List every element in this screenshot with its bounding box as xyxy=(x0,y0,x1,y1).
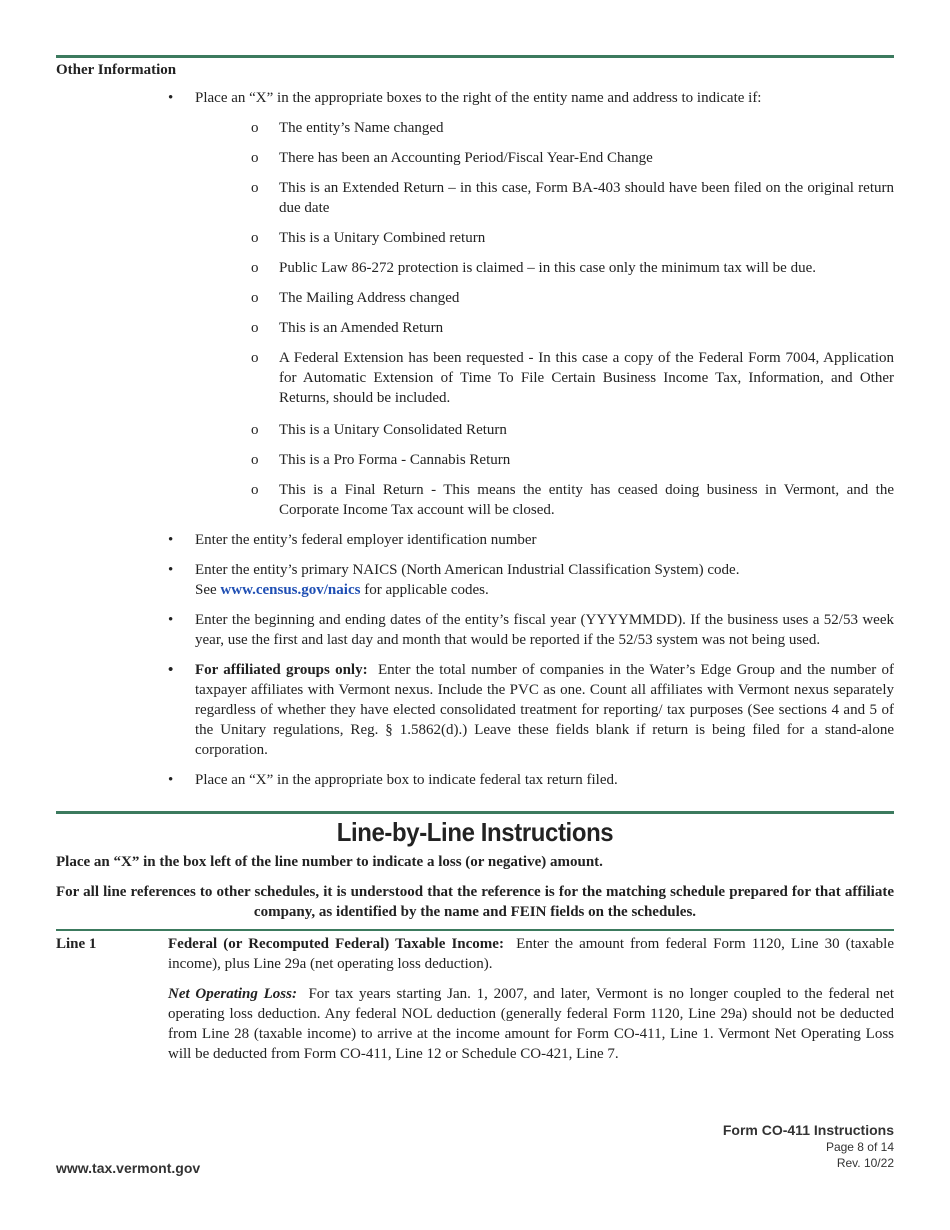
line-label: Line 1 xyxy=(56,936,97,952)
footer-revision: Rev. 10/22 xyxy=(836,1156,894,1170)
list-item xyxy=(56,530,894,550)
sub-bullet-icon: o xyxy=(251,320,259,336)
sub-bullet-icon: o xyxy=(251,350,259,366)
footer-form-name: Form CO-411 Instructions xyxy=(722,1122,894,1138)
loss-note: Place an “X” in the box left of the line number to indicate a loss (or negative) amount. xyxy=(56,854,603,870)
top-divider xyxy=(56,55,894,58)
section-divider xyxy=(56,811,894,814)
list-item xyxy=(56,770,894,790)
bullet-text: Place an “X” in the appropriate box to indicate federal tax return filed. xyxy=(195,772,618,788)
indicator-sublist xyxy=(56,118,894,520)
bullet-icon: • xyxy=(168,532,174,548)
footer-right xyxy=(723,1122,894,1171)
list-item xyxy=(56,560,894,600)
page-title: Line-by-Line Instructions xyxy=(336,817,614,847)
sub-bullet-icon: o xyxy=(251,180,259,196)
page-content xyxy=(56,0,894,1074)
bullet-icon: • xyxy=(168,90,174,106)
sub-item: o This is a Final Return - This means the entity has ceased doing business in Vermont, and the Corporate Income Tax account will be closed. xyxy=(251,482,894,518)
bullet-icon: • xyxy=(168,612,174,628)
line-1-entry xyxy=(56,934,894,1064)
bullet-icon: • xyxy=(168,662,174,678)
nol-title: Net Operating Loss: xyxy=(168,986,297,1002)
sub-bullet-icon: o xyxy=(251,290,259,306)
bullet-text: Place an “X” in the appropriate boxes to the right of the entity name and address to indicate if: xyxy=(195,90,762,106)
footer-page-number: Page 8 of 14 xyxy=(825,1140,894,1154)
list-item xyxy=(56,660,894,760)
bullet-text: Enter the total number of companies in the Water’s Edge Group and the number of taxpayer affiliates with Vermont nexus. Include the PVC as one. Count all affiliates with Vermont nexus separately regardless of whether they have elected consolidated treatment for reporting/ tax purposes (See sections 4 and 5 of the Unitary regulations, Reg. § 1.5862(d).) Leave these fields blank if return is being filed for a stand-alone corporation. xyxy=(195,662,895,758)
bullet-text: Enter the entity’s federal employer identification number xyxy=(195,532,537,548)
line-1-title: Federal (or Recomputed Federal) Taxable Income: xyxy=(168,936,504,952)
bullet-icon: • xyxy=(168,562,174,578)
bullet-icon: • xyxy=(168,772,174,788)
sub-bullet-icon: o xyxy=(251,120,259,136)
schedule-note: For all line references to other schedules, it is understood that the reference is for the matching schedule prepared for that affiliate company, as identified by the name and FEIN fields on the schedules. xyxy=(56,884,894,920)
sub-bullet-icon: o xyxy=(251,452,259,468)
line-1-text: Federal (or Recomputed Federal) Taxable Income: Enter the amount from federal Form 1120, Line 30 (taxable income), plus Line 29a (net operating loss deduction). xyxy=(168,936,894,972)
footer-website[interactable]: www.tax.vermont.gov xyxy=(56,1160,201,1176)
sub-item: o This is a Unitary Consolidated Return xyxy=(251,422,507,438)
other-info-list xyxy=(56,88,894,790)
census-naics-link[interactable]: www.census.gov/naics xyxy=(220,582,361,598)
sub-item: o Public Law 86-272 protection is claimed – in this case only the minimum tax will be due. xyxy=(251,260,816,276)
sub-item: o A Federal Extension has been requested - In this case a copy of the Federal Form 7004, Application for Automatic Extension of Time To File Certain Business Income Tax, Information, and Other Returns, should be included. xyxy=(251,350,894,406)
line-divider xyxy=(56,929,894,931)
sub-item: o This is an Amended Return xyxy=(251,320,444,336)
sub-item: o This is a Pro Forma - Cannabis Return xyxy=(251,452,511,468)
bullet-text: Enter the entity’s primary NAICS (North American Industrial Classification System) code. xyxy=(195,562,740,578)
section-title-other-information: Other Information xyxy=(56,62,177,78)
sub-bullet-icon: o xyxy=(251,230,259,246)
sub-item: o The Mailing Address changed xyxy=(251,290,460,306)
bullet-text: Enter the beginning and ending dates of the entity’s fiscal year (YYYYMMDD). If the business uses a 52/53 week year, use the first and last day and month that would be reported if the 52/53 system was not being used. xyxy=(195,612,894,648)
sub-bullet-icon: o xyxy=(251,150,259,166)
affiliated-label: For affiliated groups only: xyxy=(195,662,368,678)
sub-bullet-icon: o xyxy=(251,482,259,498)
nol-text: Net Operating Loss: For tax years starting Jan. 1, 2007, and later, Vermont is no longer coupled to the federal net operating loss deduction. Any federal NOL deduction (generally federal Form 1120, Line 29a) should not be deducted from Line 28 (taxable income) to arrive at the income amount for Form CO-411, Line 1. Vermont Net Operating Loss will be deducted from Form CO-411, Line 12 or Schedule CO-421, Line 7. xyxy=(168,986,895,1062)
sub-item: o There has been an Accounting Period/Fiscal Year-End Change xyxy=(251,150,653,166)
list-item xyxy=(56,88,894,520)
sub-item: o The entity’s Name changed xyxy=(251,120,444,136)
sub-item: o This is an Extended Return – in this case, Form BA-403 should have been filed on the original return due date xyxy=(251,180,894,216)
sub-bullet-icon: o xyxy=(251,422,259,438)
list-item xyxy=(56,610,894,650)
sub-bullet-icon: o xyxy=(251,260,259,276)
bullet-text-after: for applicable codes. xyxy=(364,582,489,598)
bullet-text-see: See xyxy=(195,582,217,598)
sub-item: o This is a Unitary Combined return xyxy=(251,230,486,246)
